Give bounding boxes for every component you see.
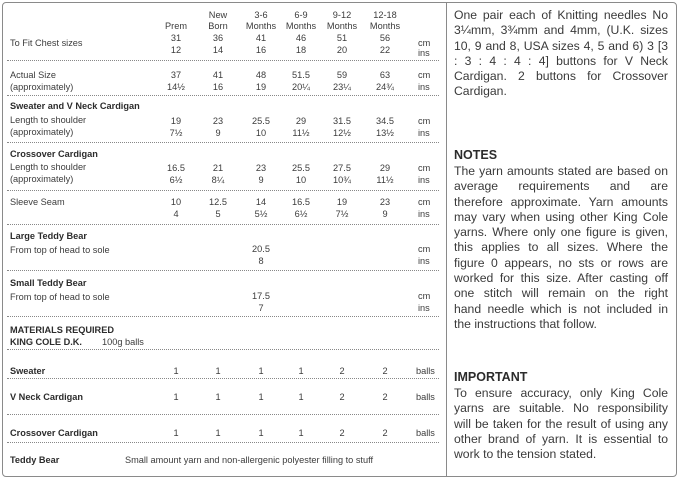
actual-value: 63	[379, 70, 391, 80]
sleeve-value: 12.5	[209, 197, 227, 207]
row-divider	[7, 316, 439, 317]
balls-value: 2	[382, 428, 388, 438]
crossover-value: 29	[379, 163, 391, 173]
section-heading: Small Teddy Bear	[10, 278, 87, 288]
row-divider	[7, 349, 439, 350]
row-label: To Fit Chest sizes	[10, 38, 83, 48]
balls-value: 2	[382, 366, 388, 376]
crossover-value: 10	[295, 175, 307, 185]
crossover-value: 8¼	[211, 175, 225, 185]
row-divider	[7, 270, 439, 271]
text-line: Cardigan.	[454, 84, 507, 99]
sweater-value: 12½	[333, 128, 351, 138]
unit-balls: balls	[416, 428, 435, 438]
text-line: may vary when using other King Cole	[454, 209, 668, 224]
important-paragraph	[454, 386, 668, 462]
unit-ins: ins	[418, 82, 430, 92]
sweater-value: 34.5	[376, 116, 394, 126]
crossover-value: 25.5	[292, 163, 310, 173]
actual-value: 37	[170, 70, 182, 80]
text-line: To ensure accuracy, only King Cole	[454, 386, 668, 400]
actual-value: 19	[255, 82, 267, 92]
materials-row-label: Sweater	[10, 366, 46, 376]
yarn-brand: KING COLE D.K.	[10, 337, 82, 347]
column-header: 12-18	[373, 10, 397, 20]
unit-cm: cm	[418, 70, 431, 80]
chest-value: 41	[255, 33, 267, 43]
chest-value: 14	[212, 45, 224, 55]
actual-value: 48	[255, 70, 267, 80]
sweater-value: 13½	[376, 128, 394, 138]
column-header: 3-6	[254, 10, 268, 20]
sleeve-value: 5½	[254, 209, 268, 219]
actual-value: 51.5	[292, 70, 310, 80]
chest-value: 20	[336, 45, 348, 55]
row-label: (approximately)	[10, 127, 74, 137]
balls-value: 1	[298, 366, 304, 376]
text-line: 10, 9 and 8, USA sizes 4, 5 and 6) 3 [3	[454, 38, 668, 53]
column-header: 6-9	[294, 10, 308, 20]
actual-value: 24¾	[376, 82, 394, 92]
column-header: 9-12	[332, 10, 352, 20]
sweater-value: 19	[170, 116, 182, 126]
row-divider	[7, 190, 439, 191]
unit-ins: ins	[418, 128, 430, 138]
balls-value: 1	[173, 366, 179, 376]
sleeve-value: 14	[255, 197, 267, 207]
row-divider	[7, 142, 439, 143]
row-divider	[7, 414, 439, 415]
text-line: hand needle which is not included in	[454, 301, 668, 316]
sleeve-value: 9	[382, 209, 388, 219]
row-label: From top of head to sole	[10, 292, 110, 302]
unit-cm: cm	[418, 163, 431, 173]
row-label: (approximately)	[10, 82, 74, 92]
chest-value: 56	[379, 33, 391, 43]
text-line: The yarn amounts stated are based on	[454, 164, 668, 178]
materials-heading: MATERIALS REQUIRED	[10, 325, 114, 335]
crossover-value: 27.5	[333, 163, 351, 173]
notes-heading: NOTES	[454, 148, 498, 162]
chest-value: 22	[379, 45, 391, 55]
balls-value: 1	[258, 392, 264, 402]
column-header: Prem	[165, 21, 187, 31]
chest-value: 12	[170, 45, 182, 55]
column-header: New	[208, 10, 228, 20]
sleeve-value: 4	[173, 209, 179, 219]
sweater-value: 9	[215, 128, 221, 138]
bear-value: 8	[258, 256, 264, 266]
section-heading: Large Teddy Bear	[10, 231, 87, 241]
row-label: (approximately)	[10, 174, 74, 184]
crossover-value: 16.5	[167, 163, 185, 173]
balls-value: 1	[298, 392, 304, 402]
actual-value: 59	[336, 70, 348, 80]
notes-paragraph	[454, 164, 668, 332]
text-line: yarns are suitable. No responsibility	[454, 401, 668, 416]
bear-value: 17.5	[252, 291, 270, 301]
sweater-value: 25.5	[252, 116, 270, 126]
text-line: work to the tension stated.	[454, 447, 597, 462]
actual-value: 23¼	[333, 82, 351, 92]
balls-value: 1	[173, 428, 179, 438]
row-label: Length to shoulder	[10, 162, 87, 172]
unit-cm: cm	[418, 116, 431, 126]
sleeve-value: 7½	[335, 209, 349, 219]
actual-value: 14½	[167, 82, 185, 92]
balls-value: 2	[339, 392, 345, 402]
chest-value: 16	[255, 45, 267, 55]
balls-value: 2	[339, 366, 345, 376]
column-header: Months	[245, 21, 277, 31]
unit-cm: cm	[418, 38, 431, 48]
row-label: Actual Size	[10, 70, 56, 80]
row-label: Length to shoulder	[10, 115, 87, 125]
column-header: Months	[369, 21, 401, 31]
column-header: Months	[326, 21, 358, 31]
sweater-value: 29	[295, 116, 307, 126]
chest-value: 46	[295, 33, 307, 43]
unit-balls: balls	[416, 392, 435, 402]
unit-cm: cm	[418, 197, 431, 207]
crossover-value: 9	[258, 175, 264, 185]
sleeve-value: 5	[215, 209, 221, 219]
crossover-value: 21	[212, 163, 224, 173]
text-line: 3¼mm, 3¾mm and 4mm, (U.K. sizes	[454, 23, 668, 38]
row-divider	[7, 224, 439, 225]
unit-ins: ins	[418, 303, 430, 313]
text-line: worked for this size. After casting off	[454, 271, 668, 286]
text-line: average requirements and are	[454, 179, 668, 194]
unit-ins: ins	[418, 48, 430, 58]
column-header: Months	[285, 21, 317, 31]
column-divider	[446, 2, 447, 477]
row-divider	[7, 378, 439, 379]
balls-value: 1	[215, 428, 221, 438]
text-line: other brand of yarn. It is essential to	[454, 431, 668, 446]
actual-value: 41	[212, 70, 224, 80]
sleeve-value: 23	[379, 197, 391, 207]
chest-value: 31	[170, 33, 182, 43]
sweater-value: 7½	[169, 128, 183, 138]
sleeve-value: 16.5	[292, 197, 310, 207]
balls-value: 1	[173, 392, 179, 402]
materials-row-label: Teddy Bear	[10, 455, 60, 465]
materials-row-label: Crossover Cardigan	[10, 428, 98, 438]
unit-cm: cm	[418, 244, 431, 254]
important-heading: IMPORTANT	[454, 370, 528, 384]
needles-paragraph	[454, 8, 668, 100]
balls-value: 1	[298, 428, 304, 438]
text-line: : 3 : 4 : 4 : 4] buttons for V Neck	[454, 53, 668, 68]
bear-value: 7	[258, 303, 264, 313]
sleeve-value: 10	[170, 197, 182, 207]
sweater-value: 23	[212, 116, 224, 126]
unit-ins: ins	[418, 209, 430, 219]
yarn-brand-note: 100g balls	[102, 337, 144, 347]
column-header: Born	[208, 21, 228, 31]
row-divider	[7, 442, 439, 443]
unit-balls: balls	[416, 366, 435, 376]
row-divider	[7, 95, 439, 96]
chest-value: 36	[212, 33, 224, 43]
text-line: figure 0 appears, no sts or rows are	[454, 255, 668, 270]
unit-cm: cm	[418, 291, 431, 301]
crossover-value: 10¾	[333, 175, 351, 185]
text-line: will be taken for the result of using any	[454, 416, 668, 431]
balls-value: 2	[382, 392, 388, 402]
unit-ins: ins	[418, 256, 430, 266]
materials-row-label: V Neck Cardigan	[10, 392, 84, 402]
text-line: this applies to all sizes. Where the	[454, 240, 668, 255]
row-label: From top of head to sole	[10, 245, 110, 255]
text-line: the instructions that follow.	[454, 316, 597, 331]
sleeve-value: 19	[336, 197, 348, 207]
text-line: therefore approximate. Yarn amounts	[454, 194, 668, 209]
sweater-value: 31.5	[333, 116, 351, 126]
row-divider	[7, 60, 439, 61]
bear-value: 20.5	[252, 244, 270, 254]
crossover-value: 6½	[169, 175, 183, 185]
crossover-value: 11½	[376, 175, 394, 185]
balls-value: 1	[215, 366, 221, 376]
text-line: One pair each of Knitting needles No	[454, 8, 668, 22]
crossover-value: 23	[255, 163, 267, 173]
chest-value: 51	[336, 33, 348, 43]
text-line: Cardigan. 2 buttons for Crossover	[454, 69, 668, 84]
balls-value: 1	[215, 392, 221, 402]
actual-value: 16	[212, 82, 224, 92]
row-label: Sleeve Seam	[10, 197, 65, 207]
chest-value: 18	[295, 45, 307, 55]
section-heading: Crossover Cardigan	[10, 149, 98, 159]
sweater-value: 11½	[292, 128, 310, 138]
text-line: yarns. Where only one figure is given,	[454, 225, 668, 240]
balls-value: 2	[339, 428, 345, 438]
actual-value: 20¼	[292, 82, 310, 92]
sweater-value: 10	[255, 128, 267, 138]
sleeve-value: 6½	[294, 209, 308, 219]
balls-value: 1	[258, 366, 264, 376]
balls-value: 1	[258, 428, 264, 438]
unit-ins: ins	[418, 175, 430, 185]
teddy-note: Small amount yarn and non-allergenic polyester filling to stuff	[125, 455, 374, 465]
section-heading: Sweater and V Neck Cardigan	[10, 101, 140, 111]
text-line: one stitch will remain on the right	[454, 286, 668, 301]
